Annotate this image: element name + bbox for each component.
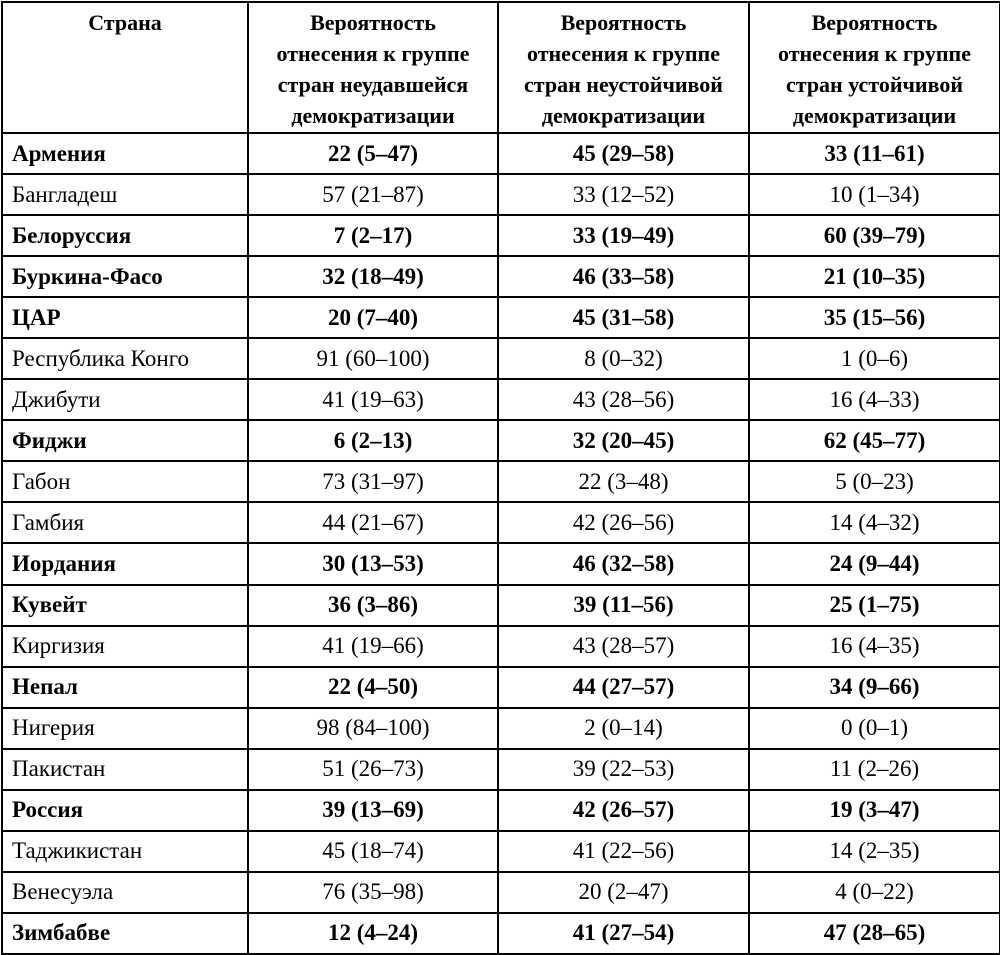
country-cell: Россия: [2, 790, 248, 831]
header-failed-line-1: Вероятность: [310, 10, 436, 35]
failed-cell: 44 (21–67): [248, 502, 498, 543]
country-cell: Джибути: [2, 379, 248, 420]
stable-cell: 24 (9–44): [749, 543, 1000, 584]
unstable-cell: 46 (32–58): [498, 543, 749, 584]
table-row: [2, 585, 1000, 626]
table-row: [2, 379, 1000, 420]
unstable-cell: 32 (20–45): [498, 420, 749, 461]
table-row: [2, 708, 1000, 749]
stable-cell: 25 (1–75): [749, 585, 1000, 626]
header-stable-line-3: стран устойчивой: [785, 72, 964, 97]
stable-cell: 16 (4–33): [749, 379, 1000, 420]
header-row: [2, 2, 1000, 133]
country-cell: Непал: [2, 667, 248, 708]
table-row: [2, 667, 1000, 708]
failed-cell: 73 (31–97): [248, 461, 498, 502]
failed-cell: 20 (7–40): [248, 297, 498, 338]
header-unstable: [498, 2, 749, 133]
unstable-cell: 46 (33–58): [498, 256, 749, 297]
stable-cell: 35 (15–56): [749, 297, 1000, 338]
country-cell: Гамбия: [2, 502, 248, 543]
table-row: [2, 256, 1000, 297]
unstable-cell: 8 (0–32): [498, 338, 749, 379]
country-cell: Пакистан: [2, 749, 248, 790]
country-cell: Венесуэла: [2, 872, 248, 913]
unstable-cell: 39 (22–53): [498, 749, 749, 790]
country-cell: Таджикистан: [2, 831, 248, 872]
unstable-cell: 33 (12–52): [498, 174, 749, 215]
table-row: [2, 626, 1000, 667]
header-stable-line-1: Вероятность: [811, 10, 938, 35]
country-cell: Армения: [2, 133, 248, 174]
stable-cell: 47 (28–65): [749, 913, 1000, 954]
unstable-cell: 45 (31–58): [498, 297, 749, 338]
unstable-cell: 42 (26–57): [498, 790, 749, 831]
unstable-cell: 41 (22–56): [498, 831, 749, 872]
table-row: [2, 831, 1000, 872]
unstable-cell: 45 (29–58): [498, 133, 749, 174]
country-cell: Кувейт: [2, 585, 248, 626]
header-failed: [248, 2, 498, 133]
stable-cell: 19 (3–47): [749, 790, 1000, 831]
failed-cell: 98 (84–100): [248, 708, 498, 749]
failed-cell: 39 (13–69): [248, 790, 498, 831]
country-cell: Республика Конго: [2, 338, 248, 379]
country-cell: ЦАР: [2, 297, 248, 338]
stable-cell: 33 (11–61): [749, 133, 1000, 174]
stable-cell: 34 (9–66): [749, 667, 1000, 708]
stable-cell: 16 (4–35): [749, 626, 1000, 667]
country-cell: Габон: [2, 461, 248, 502]
stable-cell: 62 (45–77): [749, 420, 1000, 461]
failed-cell: 30 (13–53): [248, 543, 498, 584]
stable-cell: 21 (10–35): [749, 256, 1000, 297]
probability-table: [1, 1, 1000, 955]
unstable-cell: 43 (28–56): [498, 379, 749, 420]
stable-cell: 5 (0–23): [749, 461, 1000, 502]
country-cell: Буркина-Фасо: [2, 256, 248, 297]
failed-cell: 45 (18–74): [248, 831, 498, 872]
header-stable-line-2: отнесения к группе: [777, 41, 971, 66]
table-row: [2, 543, 1000, 584]
country-cell: Белоруссия: [2, 215, 248, 256]
table-row: [2, 174, 1000, 215]
unstable-cell: 2 (0–14): [498, 708, 749, 749]
header-unstable-line-1: Вероятность: [560, 10, 687, 35]
header-unstable-line-3: стран неустойчивой: [524, 72, 723, 97]
failed-cell: 57 (21–87): [248, 174, 498, 215]
table-header: [2, 2, 1000, 133]
stable-cell: 14 (4–32): [749, 502, 1000, 543]
table-row: [2, 872, 1000, 913]
unstable-cell: 44 (27–57): [498, 667, 749, 708]
country-cell: Иордания: [2, 543, 248, 584]
stable-cell: 60 (39–79): [749, 215, 1000, 256]
table-row: [2, 749, 1000, 790]
table-row: [2, 913, 1000, 954]
country-cell: Фиджи: [2, 420, 248, 461]
country-cell: Нигерия: [2, 708, 248, 749]
stable-cell: 11 (2–26): [749, 749, 1000, 790]
table-row: [2, 338, 1000, 379]
unstable-cell: 20 (2–47): [498, 872, 749, 913]
failed-cell: 36 (3–86): [248, 585, 498, 626]
failed-cell: 7 (2–17): [248, 215, 498, 256]
country-cell: Зимбабве: [2, 913, 248, 954]
failed-cell: 32 (18–49): [248, 256, 498, 297]
unstable-cell: 42 (26–56): [498, 502, 749, 543]
failed-cell: 51 (26–73): [248, 749, 498, 790]
table-row: [2, 502, 1000, 543]
failed-cell: 22 (5–47): [248, 133, 498, 174]
header-unstable-line-2: отнесения к группе: [526, 41, 720, 66]
table-row: [2, 133, 1000, 174]
country-cell: Киргизия: [2, 626, 248, 667]
header-failed-line-3: стран неудавшейся: [277, 72, 469, 97]
unstable-cell: 22 (3–48): [498, 461, 749, 502]
header-unstable-line-4: демократизации: [541, 103, 706, 128]
stable-cell: 1 (0–6): [749, 338, 1000, 379]
table-row: [2, 420, 1000, 461]
failed-cell: 76 (35–98): [248, 872, 498, 913]
header-country: Страна: [2, 2, 248, 133]
failed-cell: 41 (19–66): [248, 626, 498, 667]
table-row: [2, 790, 1000, 831]
stable-cell: 0 (0–1): [749, 708, 1000, 749]
failed-cell: 6 (2–13): [248, 420, 498, 461]
stable-cell: 4 (0–22): [749, 872, 1000, 913]
failed-cell: 41 (19–63): [248, 379, 498, 420]
unstable-cell: 41 (27–54): [498, 913, 749, 954]
stable-cell: 10 (1–34): [749, 174, 1000, 215]
table-body: [2, 133, 1000, 954]
unstable-cell: 43 (28–57): [498, 626, 749, 667]
stable-cell: 14 (2–35): [749, 831, 1000, 872]
failed-cell: 12 (4–24): [248, 913, 498, 954]
header-failed-line-4: демократизации: [291, 103, 455, 128]
table-row: [2, 461, 1000, 502]
unstable-cell: 39 (11–56): [498, 585, 749, 626]
country-cell: Бангладеш: [2, 174, 248, 215]
header-stable: [749, 2, 1000, 133]
table-row: [2, 215, 1000, 256]
failed-cell: 22 (4–50): [248, 667, 498, 708]
unstable-cell: 33 (19–49): [498, 215, 749, 256]
table-row: [2, 297, 1000, 338]
header-failed-line-2: отнесения к группе: [276, 41, 470, 66]
header-stable-line-4: демократизации: [792, 103, 957, 128]
failed-cell: 91 (60–100): [248, 338, 498, 379]
